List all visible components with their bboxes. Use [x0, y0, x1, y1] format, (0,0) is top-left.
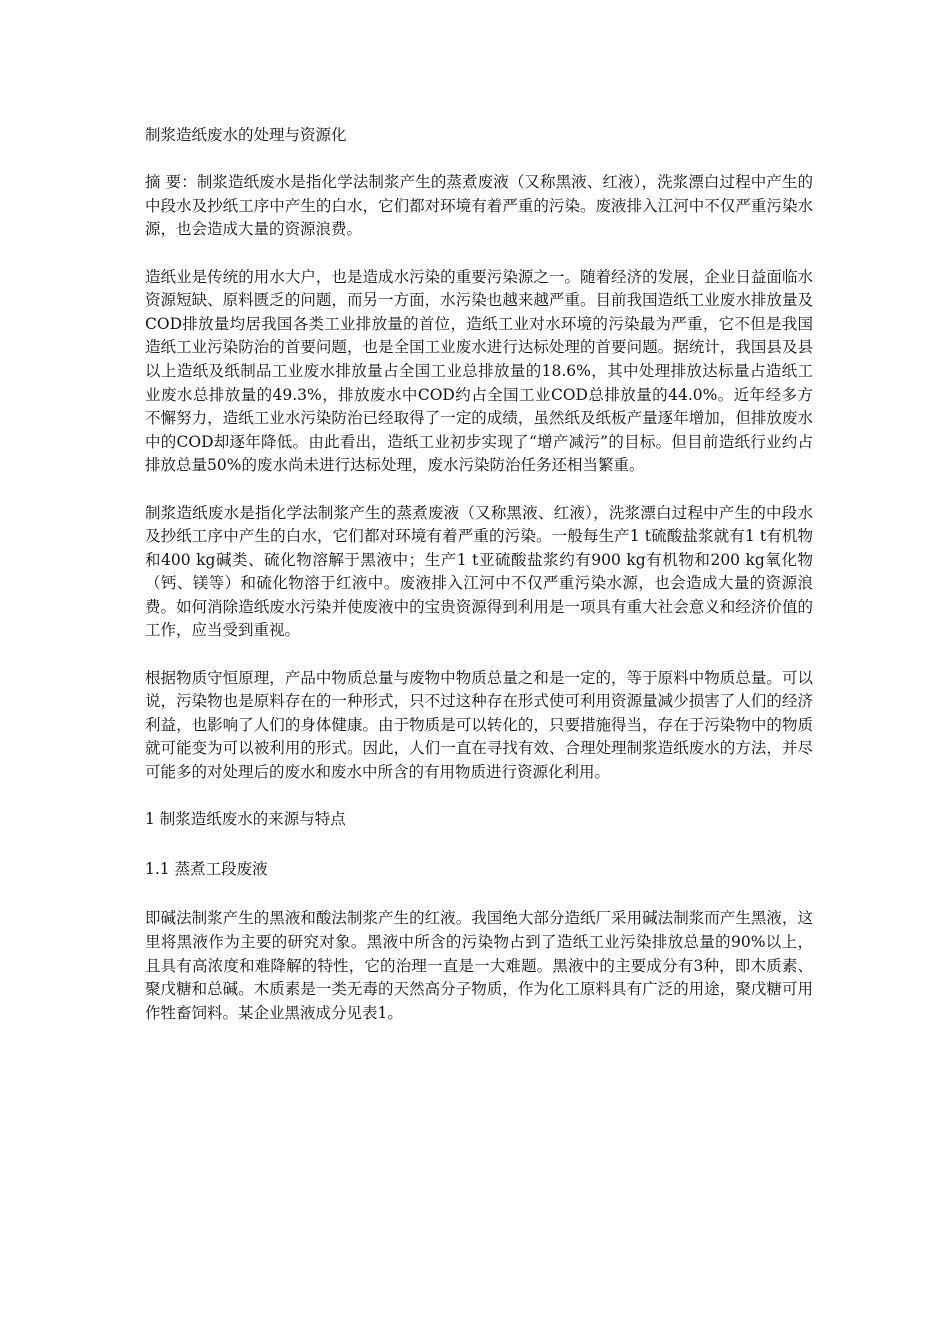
section-1-heading: 1 制浆造纸废水的来源与特点: [145, 810, 346, 829]
body-paragraph-1: 造纸业是传统的用水大户，也是造成水污染的重要污染源之一。随着经济的发展，企业日益面临水资源短缺、原料匮乏的问题，而另一方面，水污染也越来越严重。目前我国造纸工业废水排放量及COD排放量均居我国各类工业排放量的首位，造纸工业对水环境的污染最为严重，它不但是我国造纸工业污染防治的首要问题，也是全国工业废水进行达标处理的首要问题。据统计，我国县及县以上造纸及纸制品工业废水排放量占全国工业总排放量的18.6%，其中处理排放达标量占造纸工业废水总排放量的49.3%，排放废水中COD约占全国工业COD总排放量的44.0%。近年经多方不懈努力，造纸工业水污染防治已经取得了一定的成绩，虽然纸及纸板产量逐年增加，但排放废水中的COD却逐年降低。由此看出，造纸工业初步实现了“增产减污”的目标。但目前造纸行业约占排放总量50%的废水尚未进行达标处理，废水污染防治任务还相当繁重。: [145, 267, 813, 475]
abstract-paragraph: 摘 要：制浆造纸废水是指化学法制浆产生的蒸煮废液（又称黑液、红液），洗浆漂白过程中产生的中段水及抄纸工序中产生的白水，它们都对环境有着严重的污染。废液排入江河中不仅严重污染水源，也会造成大量的资源浪费。: [145, 173, 813, 239]
body-paragraph-3: 根据物质守恒原理，产品中物质总量与废物中物质总量之和是一定的，等于原料中物质总量。可以说，污染物也是原料存在的一种形式，只不过这种存在形式使可利用资源量减少损害了人们的经济利益，也影响了人们的身体健康。由于物质是可以转化的，只要措施得当，存在于污染物中的物质就可能变为可以被利用的形式。因此，人们一直在寻找有效、合理处理制浆造纸废水的方法，并尽可能多的对处理后的废水和废水中所含的有用物质进行资源化利用。: [145, 668, 813, 782]
body-paragraph-2: 制浆造纸废水是指化学法制浆产生的蒸煮废液（又称黑液、红液），洗浆漂白过程中产生的中段水及抄纸工序中产生的白水，它们都对环境有着严重的污染。一般每生产1 t硫酸盐浆就有1 t有机物和400 kg碱类、硫化物溶解于黑液中；生产1 t亚硫酸盐浆约有900 kg有机物和200 kg氧化物（钙、镁等）和硫化物溶于红液中。废液排入江河中不仅严重污染水源，也会造成大量的资源浪费。如何消除造纸废水污染并使废液中的宝贵资源得到利用是一项具有重大社会意义和经济价值的工作，应当受到重视。: [145, 503, 813, 640]
document-body: [145, 124, 813, 1049]
document-title: 制浆造纸废水的处理与资源化: [145, 126, 347, 144]
body-paragraph-4: 即碱法制浆产生的黑液和酸法制浆产生的红液。我国绝大部分造纸厂采用碱法制浆而产生黑液，这里将黑液作为主要的研究对象。黑液中所含的污染物占到了造纸工业污染排放总量的90%以上，且具有高浓度和难降解的特性，它的治理一直是一大难题。黑液中的主要成分有3种，即木质素、聚戊糖和总碱。木质素是一类无毒的天然高分子物质，作为化工原料具有广泛的用途，聚戊糖可用作牲畜饲料。某企业黑液成分见表1。: [145, 909, 813, 1022]
section-1-1-heading: 1.1 蒸煮工段废液: [145, 859, 268, 878]
